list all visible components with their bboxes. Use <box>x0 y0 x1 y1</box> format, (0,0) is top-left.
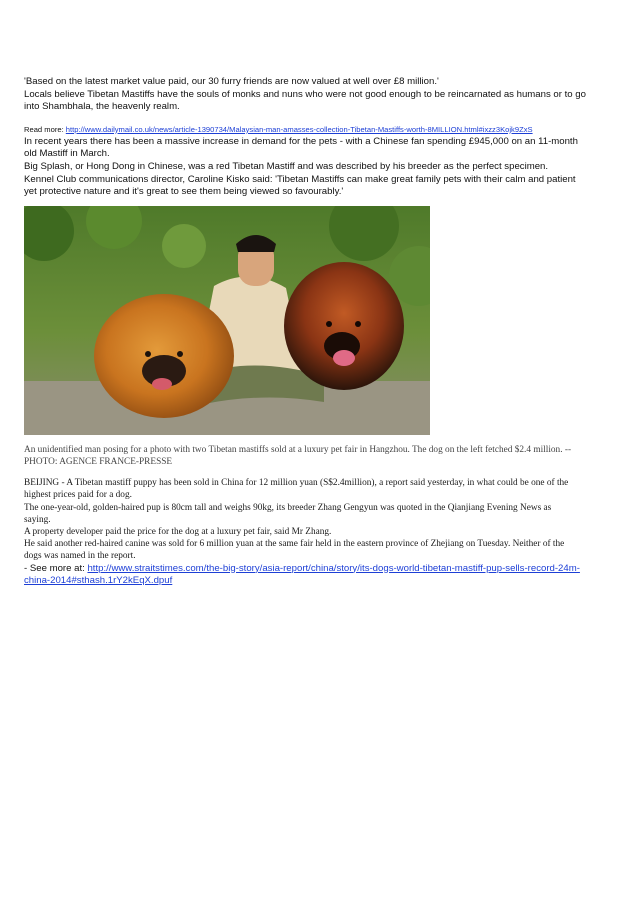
text-line: A property developer paid the price for the dog at a luxury pet fair, said Mr Zhang. <box>24 526 332 537</box>
text-line: Big Splash, or Hong Dong in Chinese, was a red Tibetan Mastiff and was described by his breeder as the perfect specimen. <box>24 160 549 172</box>
document-page <box>24 76 598 588</box>
read-more <box>24 124 598 136</box>
text-line: He said another red-haired canine was sold for 6 million yuan at the same fair held in the eastern province of Zhejiang on Tuesday. Neither of the <box>24 539 565 550</box>
text-line: old Mastiff in March. <box>24 148 110 160</box>
read-more-link[interactable]: http://www.dailymail.co.uk/news/article-1390734/Malaysian-man-amasses-collection-Tibetan-Mastiffs-worth-8MILLION.html#ixzz3Kojk9ZxS <box>65 124 533 134</box>
text-line: BEIJING - A Tibetan mastiff puppy has been sold in China for 12 million yuan (S$2.4million), a report said yesterday, in what could be one of the <box>24 478 569 489</box>
see-more-label: - See more at: <box>24 562 88 574</box>
photo-caption <box>24 444 598 468</box>
photo-illustration <box>24 206 430 435</box>
see-more <box>24 563 598 588</box>
quote-line: 'Based on the latest market value paid, our 30 furry friends are now valued at well over £8 million.' <box>24 76 439 87</box>
intro-paragraph <box>24 76 598 114</box>
news-article <box>24 477 598 562</box>
see-more-link[interactable]: http://www.straitstimes.com/the-big-story/asia-report/china/story/its-dogs-world-tibetan-mastiff-pup-sells-record-24m- <box>87 562 580 574</box>
text-line: into Shambhala, the heavenly realm. <box>24 101 180 113</box>
caption-line: An unidentified man posing for a photo with two Tibetan mastiffs sold at a luxury pet fair in Hangzhou. The dog on the left fetched $2.4 million. -- <box>24 444 572 455</box>
text-line: highest prices paid for a dog. <box>24 490 132 501</box>
text-line: dogs was named in the report. <box>24 551 136 562</box>
text-line: saying. <box>24 514 51 525</box>
text-line: Locals believe Tibetan Mastiffs have the souls of monks and nuns who were not good enough to be reincarnated as humans or to go <box>24 88 586 100</box>
text-line: yet protective nature and it's great to see them being viewed so favourably.' <box>24 186 344 198</box>
read-more-label: Read more: <box>24 124 66 134</box>
text-line: In recent years there has been a massive increase in demand for the pets - with a Chinese fan spending £945,000 on an 11-month <box>24 135 578 147</box>
text-line: The one-year-old, golden-haired pup is 80cm tall and weighs 90kg, its breeder Zhang Gengyun was quoted in the Qianjiang Evening News as <box>24 502 552 513</box>
text-line: Kennel Club communications director, Caroline Kisko said: 'Tibetan Mastiffs can make great family pets with their calm and patient <box>24 173 576 185</box>
mastiff-photo <box>24 206 430 435</box>
body-paragraph <box>24 136 598 199</box>
caption-credit: PHOTO: AGENCE FRANCE-PRESSE <box>24 456 173 467</box>
see-more-link-continued[interactable]: china-2014#sthash.1rY2kEqX.dpuf <box>24 575 173 587</box>
